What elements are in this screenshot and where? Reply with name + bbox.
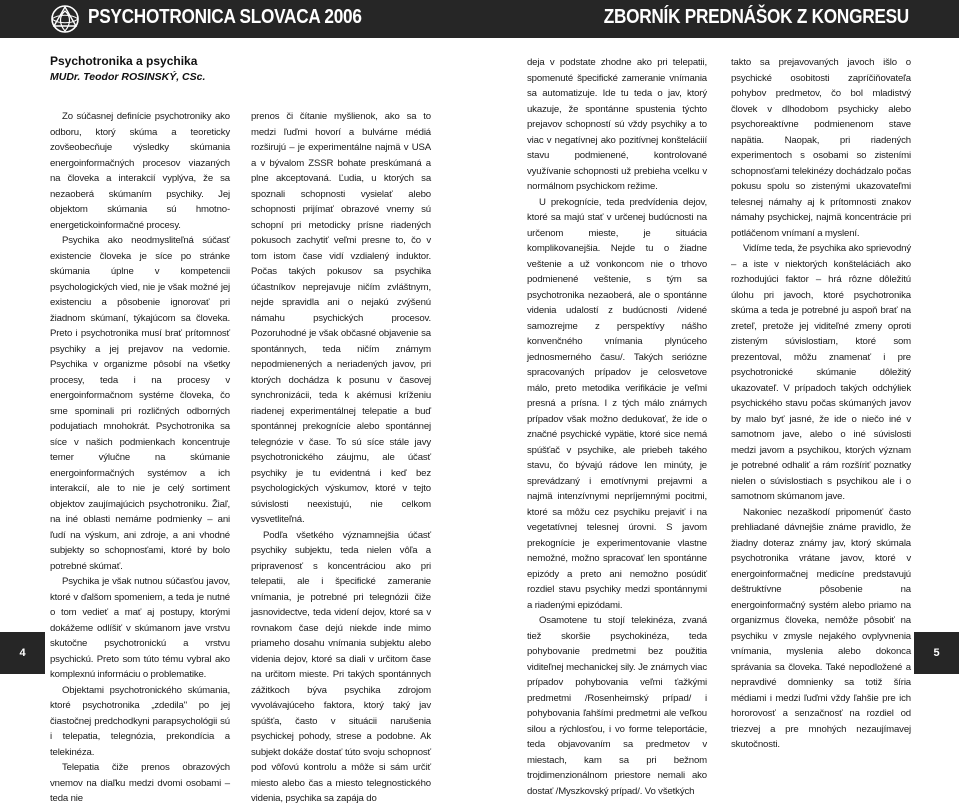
page-number-label: 4 (19, 647, 26, 659)
paragraph: deja v podstate zhodne ako pri telepatii, spomenuté špecifické zameranie vnímania sa automatizuje. Ide tu teda o jav, ktorý ukazuje, že spontánne spustenia týchto prejavov schopností sú vždy psychiky a to viac v negatívnej ako pozitívnej konšteláciií stavu podmienené, kontrolované využívanie schopnosti už prebieha vcelku v normálnom psychickom režime. (527, 57, 707, 192)
paragraph: Nakoniec nezaškodí pripomenúť často prehliadané dávnejšie známe pravidlo, že žiadny doteraz známy jav, ktorý skúmala psychotronika vrátane javov, ktoré v energoinformačnej medicíne predstavujú deštruktívne pôsobenie na energoinformačný systém alebo priamo na organizmus človeka, nemôže pôsobiť na psychiku v zmysle nejakého ovplyvnenia vnímania, myslenia alebo dokonca správania sa človeka. Také nepodložené a nepravdivé domnienky sa totiž šíria médiami i medzi ľuďmi vždy ľahšie pre ich hororovosť a senzačnosť na rozdiel od triezvej a pre mnohých nezaujímavej skutočnosti. (731, 506, 911, 750)
paragraph: Psychika ako neodmysliteľná súčasť existencie človeka je síce po stránke skúmania úplne v kompetencii psychologických vied, nie je však možné jej existenciu a pôsobenie ignorovať pri žiadnom skúmaní, týkajúcom sa človeka. Preto i psychotronika musí brať prítomnosť psychiky a jej prejavov na vedomie. Psychika v organizme pôsobí na všetky procesy, teda i na procesy v energoinformačnom systéme človeka, čo sme spominali pri rozličných odborných podujatiach mnohokrát. Psychotronika sa síce v našich podmienkach koncentruje temer výlučne na skúmanie energoinformačných systémov a ich interakcií, ale to nie je celý sortiment objektov zaujímajúcich psychotroniku. Žiaľ, na iné oblasti nemáme podmienky – ani ľudí na výskum, ani zdroje, a ani vhodné subjekty so schopnosťami, ktoré by bolo potrebné skúmať. (50, 235, 230, 572)
psychotronica-logo-icon (48, 2, 82, 36)
page-number-right (914, 632, 959, 674)
proceedings-title: ZBORNÍK PREDNÁŠOK Z KONGRESU (603, 6, 909, 28)
page-number-left (0, 632, 45, 674)
journal-title: PSYCHOTRONICA SLOVACA 2006 (88, 6, 362, 28)
paragraph: Psychika je však nutnou súčasťou javov, ktoré v ďalšom spomeniem, a teda je nutné o tom vedieť a mať aj postupy, ktorými dokážeme odlíšiť v skúmanom jave vrstvu skutočne psychotronickú a vrstvu psychickú. Preto som túto tému vybral ako komplexnú informáciu o problematike. (50, 576, 230, 680)
text-column-4 (731, 55, 911, 750)
article-title: Psychotronika a psychika (50, 54, 198, 68)
text-column-3 (527, 55, 707, 797)
paragraph: Telepatia čiže prenos obrazových vnemov na diaľku medzi dvomi osobami – teda nie (50, 762, 230, 804)
paragraph: Osamotene tu stojí telekinéza, zvaná tiež skoršie psychokinéza, teda pohybovanie predmetmi bez použitia viditeľnej mechanickej sily. Je známych viac prípadov pohybovania veľmi ťažkými predmetmi /Rosenheimský prípad/ i pohybovania ľahšími predmetmi ale veľkou silou a rýchlosťou, i vo forme teleportácie, teda objavovaním sa predmetov v miestach, kam sa pri bežnom trojdimenzionálnom priestore nemali ako dostať /Myszkovský prípad/. Vo všetkých (527, 615, 707, 797)
text-column-1 (50, 109, 230, 804)
paragraph: prenos či čítanie myšlienok, ako sa to medzi ľuďmi hovorí a bulvárne médiá rozširujú – je experimentálne najmä v USA a v bývalom ZSSR bohate preskúmaná a plne akceptovaná. Ľudia, u ktorých sa spoznali schopnosti vysielať alebo schopnosti prijímať obrazové vnemy sú schopní pri metodicky prísne riadených pokusoch zachytiť veľmi presne to, čo v tom istom čase vidí vzdialený induktor. Počas takých pokusov sa psychika účastníkov neprejavuje ničím zvláštnym, nejde spravidla ani o nejakú zvýšenú námahu psychických procesov. Pozoruhodné je však občasné objavenie sa spontánnych, teda ničím známym nepodmienených a neriadených javov, pri ktorých dochádza k posunu v časovej synchronizácii, teda k akémusi kríženiu riadenej experimentálnej telepatie a buď spontánnej prekognície alebo spontánnej telegnózie v čase. To sú síce stále javy psychotronického záujmu, ale účasť psychiky je tu evidentná i keď bez psychologických výskumov, ktoré v tejto súvislosti neexistujú, nie celkom vysvetliteľná. (251, 111, 431, 525)
paragraph: Podľa všetkého významnejšia účasť psychiky subjektu, teda nielen vôľa a pripravenosť s koncentráciou ako pri telepatii, ale i špecifické zameranie vnímania, je potrebné pri telegnózii čiže jasnovidectve, teda videní dejov, ktoré sa v rovnakom čase dejú niekde inde mimo priameho dosahu vnímania subjektu alebo videnia dejov, ktoré sa diali v určitom čase na určitom mieste. Pri takých spontánnych zážitkoch býva psychika zdrojom vyvolávajúceho faktora, ktorý taký jav spúšťa, často v situácii narušenia psychickej pohody, strese a podobne. Ak subjekt dokáže dostať túto svoju schopnosť pod vôľovú kontrolu a môže si sám určiť miesto alebo čas a miesto telegnostického videnia, psychika sa zapája do (251, 529, 431, 804)
paragraph: U prekognície, teda predvídenia dejov, ktoré sa majú stať v určenej budúcnosti na určenom mieste, je situácia komplikovanejšia. Nejde tu o žiadne veštenie a už vonkoncom nie o trhovo podmienené veštenie, s tým sa psychotronika nezaoberá, ale o spontánne videnia udalostí z budúcnosti /videné samozrejme z perspektívy nášho konvenčného vnímania plynúceho jednosmerného času/. Takých seriózne spracovaných prípadov je celosvetove málo, preto metodika verifikácie je veľmi presná a prísna. I z tých málo známych prípadov však možno dedukovať, že ide o značné psychické vypätie, ktoré sice nemá spúšťač v psychike, ale priebeh takého stavu, čo bývajú rádove len minúty, je sprevádzaný i emotívnymi prejavmi a najmä intenzívnymi nepríjemnými pocitmi, ktoré sa môžu cez psychiku prejaviť i na vegetatívnej telesnej úrovni. S javom prekognície je experimentovanie vlastne nemožné, možno spracovať len spontánne epizódy a preto ani nemožno posúdiť rozdiel stavu psychiky medzi spontánnymi a riadenými epizódami. (527, 196, 707, 611)
text-column-2 (251, 109, 431, 804)
paragraph: Objektami psychotronického skúmania, ktoré psychotronika „zdedila" po jej čiastočnej predchodkyni parapsychológii sú i telepatia, telegnózia, prekondícia a telekinéza. (50, 684, 230, 758)
article-author: MUDr. Teodor ROSINSKÝ, CSc. (50, 71, 206, 83)
page-number-label: 5 (933, 647, 940, 659)
paragraph: takto sa prejavovaných javoch išlo o psychické osobitosti zapríčiňovateľa pohybov predmetov, čo bol mladistvý človek v dlhodobom psychicky alebo psychoreaktívne podmienenom stave napätia. Naopak, pri riadených experimentoch s osobami so zisteními schopnosťami telekinézy dochádzalo počas pokusu spolu so zistenými ukazovateľmi telesnej námahy aj k prítomnosti znakov námahy psychickej, najmä koncentrácie pri potláčenom vnímaní a myslení. (731, 57, 911, 239)
paragraph: Vidíme teda, že psychika ako sprievodný – a iste v niektorých konšteláciách ako rozhodujúci faktor – hrá rôzne dôležitú úlohu pri javoch, ktoré psychotronika skúma a teda je potrebné ju aspoň brať na zreteľ, pretože jej viditeľné zmeny oproti zisteným súvislostiam, ktoré som prezentoval, môžu znamenať i pre psychotronické skúmanie dôležitý ukazovateľ. V prípadoch takých odchýliek psychického stavu počas skúmaných javov by malo byť jasné, že ide o niečo iné v samotnom jave, alebo o iné súvislosti medzi javom a psychikou, ktorých význam je potrebné odhaliť a rám rozšíriť poznatky nielen o súvislostiach s psychikou ale i o samotnom skúmanom jave. (731, 243, 911, 502)
paragraph: Zo súčasnej definície psychotroniky ako odboru, ktorý skúma a teoreticky zovšeobecňuje výsledky skúmania energoinformačných procesov viazaných na človeka a interakcií vyplýva, že sa nezaoberá skúmaním psychiky. Jej objektom skúmania sú hmotno-energetickoinformačné procesy. (50, 111, 230, 231)
page-header (0, 0, 959, 38)
